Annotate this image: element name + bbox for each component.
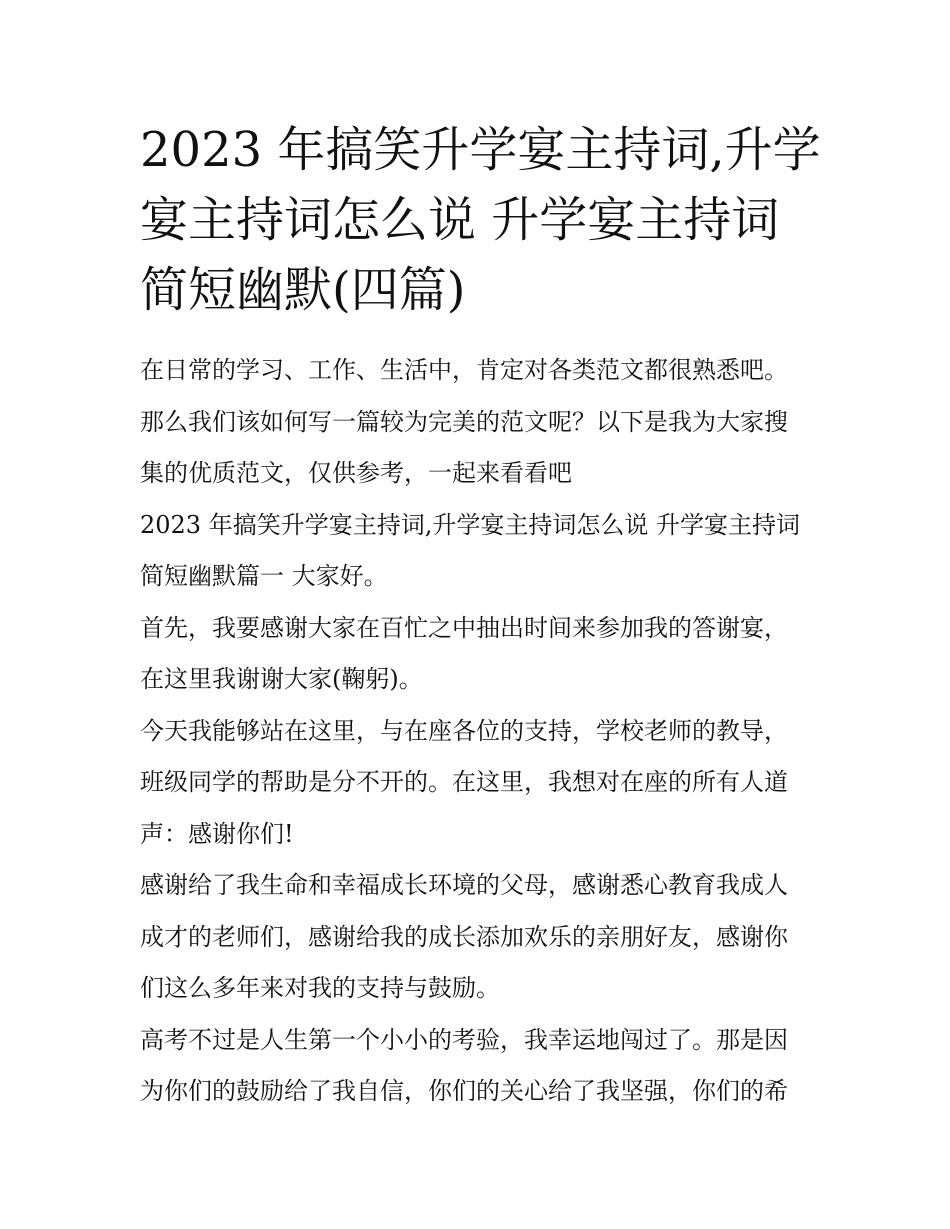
body-line: 那么我们该如何写一篇较为完美的范文呢？以下是我为大家搜 [140, 407, 788, 436]
body-line: 感谢给了我生命和幸福成长环境的父母，感谢悉心教育我成人 [140, 871, 788, 899]
intro-paragraph [140, 345, 812, 500]
body-line: 首先，我要感谢大家在百忙之中抽出时间来参加我的答谢宴， [140, 613, 788, 642]
gratitude-paragraph [140, 860, 812, 1015]
title-line: 简短幽默(四篇) [140, 262, 466, 318]
body-line: 今天我能够站在这里，与在座各位的支持，学校老师的教导， [140, 716, 788, 745]
body-line: 2023 年搞笑升学宴主持词,升学宴主持词怎么说 升学宴主持词 [140, 510, 800, 539]
title-line: 宴主持词怎么说 升学宴主持词 [140, 192, 780, 248]
body-line: 简短幽默篇一 大家好。 [140, 562, 388, 590]
body-line: 们这么多年来对我的支持与鼓励。 [140, 974, 500, 1002]
document-title [140, 115, 821, 325]
exam-paragraph [140, 1015, 812, 1118]
body-line: 成才的老师们，感谢给我的成长添加欢乐的亲朋好友，感谢你 [140, 922, 788, 951]
body-line: 高考不过是人生第一个小小的考验，我幸运地闯过了。那是因 [140, 1025, 788, 1054]
body-line: 班级同学的帮助是分不开的。在这里，我想对在座的所有人道 [140, 768, 788, 796]
body-line: 为你们的鼓励给了我自信，你们的关心给了我坚强，你们的希 [140, 1077, 788, 1105]
title-line: 2023 年搞笑升学宴主持词,升学 [140, 122, 821, 178]
support-paragraph [140, 706, 812, 861]
body-line: 在这里我谢谢大家(鞠躬)。 [140, 665, 423, 693]
thanks-paragraph [140, 603, 812, 706]
document-body [140, 345, 812, 1118]
body-line: 集的优质范文，仅供参考，一起来看看吧 [140, 459, 572, 487]
body-line: 在日常的学习、工作、生活中，肯定对各类范文都很熟悉吧。 [140, 356, 788, 384]
subheading-paragraph [140, 500, 812, 603]
body-line: 声：感谢你们! [140, 819, 294, 848]
